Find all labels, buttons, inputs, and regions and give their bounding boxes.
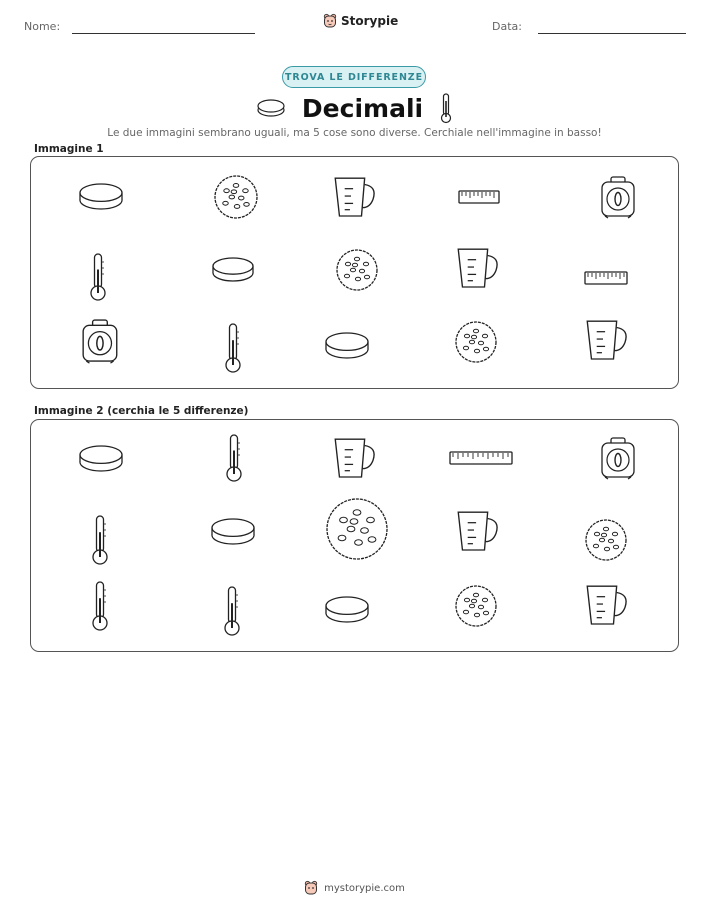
find-differences-badge: TROVA LE DIFFERENZE [282, 66, 426, 88]
date-input-line[interactable] [538, 33, 686, 34]
thermometer-icon [439, 92, 453, 124]
measuring-cup-icon[interactable] [582, 582, 632, 632]
coin-icon[interactable] [210, 517, 256, 550]
measuring-cup-icon[interactable] [453, 508, 503, 558]
coin-icon [211, 256, 255, 287]
date-label: Data: [492, 20, 522, 33]
coin-icon[interactable] [78, 444, 124, 477]
picture-panel-2[interactable] [30, 419, 679, 652]
measuring-cup-icon [330, 174, 380, 224]
cookie-icon [213, 174, 259, 224]
picture-panel-1 [30, 156, 679, 389]
timer-icon[interactable] [599, 436, 637, 484]
storypie-mascot-icon [304, 880, 318, 896]
name-input-line[interactable] [72, 33, 255, 34]
coin-icon [78, 182, 124, 215]
footer-url: mystorypie.com [324, 882, 405, 894]
coin-icon[interactable] [324, 595, 370, 628]
thermometer-icon[interactable] [90, 580, 110, 636]
instructions: Le due immagini sembrano uguali, ma 5 cose sono diverse. Cerchiale nell'immagine in basso! [107, 127, 602, 139]
timer-icon [80, 318, 120, 368]
storypie-mascot-icon [323, 13, 337, 29]
measuring-cup-icon [453, 245, 503, 295]
footer [0, 880, 709, 896]
cookie-icon [454, 320, 498, 368]
ruler-icon[interactable] [449, 450, 513, 470]
brand-name: Storypie [341, 14, 399, 28]
brand-logo [323, 13, 398, 29]
ruler-icon [458, 189, 500, 209]
thermometer-icon[interactable] [224, 433, 244, 487]
timer-icon [599, 175, 637, 223]
cookie-icon[interactable] [325, 497, 389, 565]
thermometer-icon[interactable] [222, 585, 242, 641]
panel-1-label: Immagine 1 [34, 143, 104, 155]
panel-2-label: Immagine 2 (cerchia le 5 differenze) [34, 405, 249, 417]
cookie-icon[interactable] [454, 584, 498, 632]
cookie-icon[interactable] [584, 518, 628, 566]
ruler-icon [584, 270, 628, 290]
coin-icon [324, 331, 370, 364]
coin-icon [256, 97, 286, 119]
name-label: Nome: [24, 20, 61, 33]
title-row [0, 92, 709, 124]
page-title: Decimali [301, 93, 424, 123]
measuring-cup-icon [582, 317, 632, 367]
measuring-cup-icon[interactable] [330, 435, 380, 485]
thermometer-icon [223, 322, 243, 378]
cookie-icon [335, 248, 379, 296]
thermometer-icon[interactable] [90, 514, 110, 570]
thermometer-icon [88, 252, 108, 306]
